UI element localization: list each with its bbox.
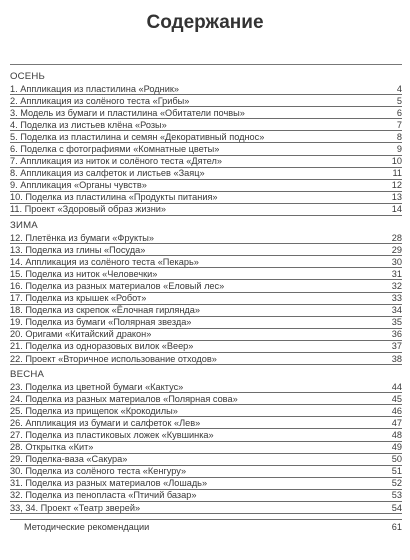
entry-title: 27. Поделка из пластиковых ложек «Кувшинка»	[10, 429, 214, 440]
entry-title: 29. Поделка-ваза «Сакура»	[10, 454, 128, 465]
entry-title: 14. Аппликация из солёного теста «Пекарь»	[10, 256, 199, 267]
toc-entry[interactable]	[10, 107, 402, 119]
section-heading: ЗИМА	[10, 220, 38, 232]
entry-page-number: 53	[391, 490, 402, 501]
toc-entry[interactable]	[10, 329, 402, 341]
entry-title: 10. Поделка из пластилина «Продукты питания»	[10, 192, 218, 203]
entry-title: 21. Поделка из одноразовых вилок «Веер»	[10, 341, 194, 352]
entry-title: 30. Поделка из солёного теста «Кенгуру»	[10, 466, 187, 477]
entry-page-number: 11	[392, 168, 402, 179]
entry-page-number: 61	[391, 522, 402, 533]
entry-title: 11. Проект «Здоровый образ жизни»	[10, 204, 167, 215]
toc-entry[interactable]	[10, 256, 402, 268]
entry-page-number: 6	[396, 107, 402, 118]
entry-title: 8. Аппликация из салфеток и листьев «Заяц»	[10, 168, 205, 179]
entry-page-number: 7	[396, 119, 402, 130]
toc-entry[interactable]	[10, 268, 402, 280]
toc-entry[interactable]	[10, 429, 402, 441]
toc-entry[interactable]	[10, 341, 402, 353]
section-heading: ОСЕНЬ	[10, 71, 46, 82]
toc-entry[interactable]	[10, 244, 402, 256]
toc-entry-methods[interactable]	[10, 519, 402, 534]
toc-section	[10, 216, 402, 365]
entry-page-number: 14	[391, 204, 402, 215]
toc-entry[interactable]	[10, 442, 402, 454]
entry-page-number: 12	[391, 180, 402, 191]
entry-title: 9. Аппликация «Органы чувств»	[10, 180, 147, 191]
entry-title: 15. Поделка из ниток «Человечки»	[10, 268, 158, 279]
entry-title: 24. Поделка из разных материалов «Полярная сова»	[10, 393, 238, 404]
toc-entry[interactable]	[10, 192, 402, 204]
entry-title: 31. Поделка из разных материалов «Лошадь»	[10, 478, 208, 489]
entry-title: 7. Аппликация из ниток и солёного теста «Дятел»	[10, 156, 222, 167]
toc-entry[interactable]	[10, 393, 402, 405]
entry-page-number: 38	[391, 353, 402, 364]
entry-title: 2. Аппликация из солёного теста «Грибы»	[10, 95, 190, 106]
entry-page-number: 34	[391, 305, 402, 316]
entry-page-number: 37	[391, 341, 402, 352]
entry-page-number: 36	[391, 329, 402, 340]
toc-entry[interactable]	[10, 131, 402, 143]
entry-page-number: 48	[391, 429, 402, 440]
toc-entry[interactable]	[10, 83, 402, 95]
toc-entry[interactable]	[10, 490, 402, 502]
toc-entry[interactable]	[10, 293, 402, 305]
entry-title: 6. Поделка с фотографиями «Комнатные цветы»	[10, 144, 220, 155]
entry-title: 20. Оригами «Китайский дракон»	[10, 329, 152, 340]
toc-entry[interactable]	[10, 405, 402, 417]
entry-title: 32. Поделка из пенопласта «Птичий базар»	[10, 490, 197, 501]
entry-page-number: 29	[391, 244, 402, 255]
toc-entry[interactable]	[10, 168, 402, 180]
entry-page-number: 13	[391, 192, 402, 203]
entry-title: 12. Плетёнка из бумаги «Фрукты»	[10, 232, 155, 243]
toc-entry[interactable]	[10, 143, 402, 155]
entry-page-number: 44	[391, 381, 402, 392]
entry-page-number: 30	[391, 256, 402, 267]
entry-page-number: 4	[396, 83, 402, 94]
entry-page-number: 28	[391, 232, 402, 243]
entry-title: 26. Аппликация из бумаги и салфеток «Лев»	[10, 417, 201, 428]
entry-page-number: 33	[391, 293, 402, 304]
entry-page-number: 47	[391, 417, 402, 428]
entry-title: 4. Поделка из листьев клёна «Розы»	[10, 119, 167, 130]
entry-title: 33, 34. Проект «Театр зверей»	[10, 502, 141, 513]
entry-title: 17. Поделка из крышек «Робот»	[10, 293, 147, 304]
entry-page-number: 32	[391, 280, 402, 291]
page-title: Содержание	[146, 12, 264, 33]
title-divider	[10, 64, 402, 65]
entry-page-number: 10	[391, 156, 402, 167]
toc-entry[interactable]	[10, 502, 402, 514]
entry-page-number: 9	[396, 144, 402, 155]
entry-page-number: 51	[391, 466, 402, 477]
entry-title: 13. Поделка из глины «Посуда»	[10, 244, 146, 255]
entry-title: 28. Открытка «Кит»	[10, 442, 94, 453]
toc-entry[interactable]	[10, 180, 402, 192]
toc-entry[interactable]	[10, 95, 402, 107]
toc-section	[10, 365, 402, 514]
entry-page-number: 5	[396, 95, 402, 106]
entry-title: 5. Поделка из пластилина и семян «Декоративный поднос»	[10, 131, 265, 142]
toc-entry[interactable]	[10, 119, 402, 131]
toc-entry[interactable]	[10, 466, 402, 478]
entry-page-number: 8	[396, 131, 402, 142]
toc-section	[10, 70, 402, 216]
toc-entry[interactable]	[10, 204, 402, 216]
entry-title: 16. Поделка из разных материалов «Еловый лес»	[10, 280, 225, 291]
entry-page-number: 31	[391, 268, 402, 279]
toc-entry[interactable]	[10, 156, 402, 168]
entry-title: 25. Поделка из прищепок «Крокодилы»	[10, 405, 178, 416]
table-of-contents	[10, 70, 402, 534]
entry-page-number: 49	[391, 442, 402, 453]
entry-title: 1. Аппликация из пластилина «Родник»	[10, 83, 179, 94]
entry-title: 3. Модель из бумаги и пластилина «Обитатели почвы»	[10, 107, 245, 118]
toc-entry[interactable]	[10, 317, 402, 329]
entry-title: 22. Проект «Вторичное использование отходов»	[10, 353, 217, 364]
toc-entry[interactable]	[10, 353, 402, 365]
entry-title: 23. Поделка из цветной бумаги «Кактус»	[10, 381, 184, 392]
toc-entry[interactable]	[10, 381, 402, 393]
entry-title: 18. Поделка из скрепок «Ёлочная гирлянда»	[10, 305, 201, 316]
toc-entry[interactable]	[10, 280, 402, 292]
entry-page-number: 54	[391, 502, 402, 513]
entry-title: 19. Поделка из бумаги «Полярная звезда»	[10, 317, 192, 328]
toc-entry[interactable]	[10, 305, 402, 317]
entry-page-number: 50	[391, 454, 402, 465]
toc-entry[interactable]	[10, 417, 402, 429]
section-heading: ВЕСНА	[10, 369, 45, 381]
entry-page-number: 52	[391, 478, 402, 489]
entry-page-number: 46	[391, 405, 402, 416]
toc-entry[interactable]	[10, 478, 402, 490]
toc-entry[interactable]	[10, 454, 402, 466]
toc-entry[interactable]	[10, 232, 402, 244]
entry-title: Методические рекомендации	[24, 522, 150, 533]
entry-page-number: 45	[391, 393, 402, 404]
entry-page-number: 35	[391, 317, 402, 328]
